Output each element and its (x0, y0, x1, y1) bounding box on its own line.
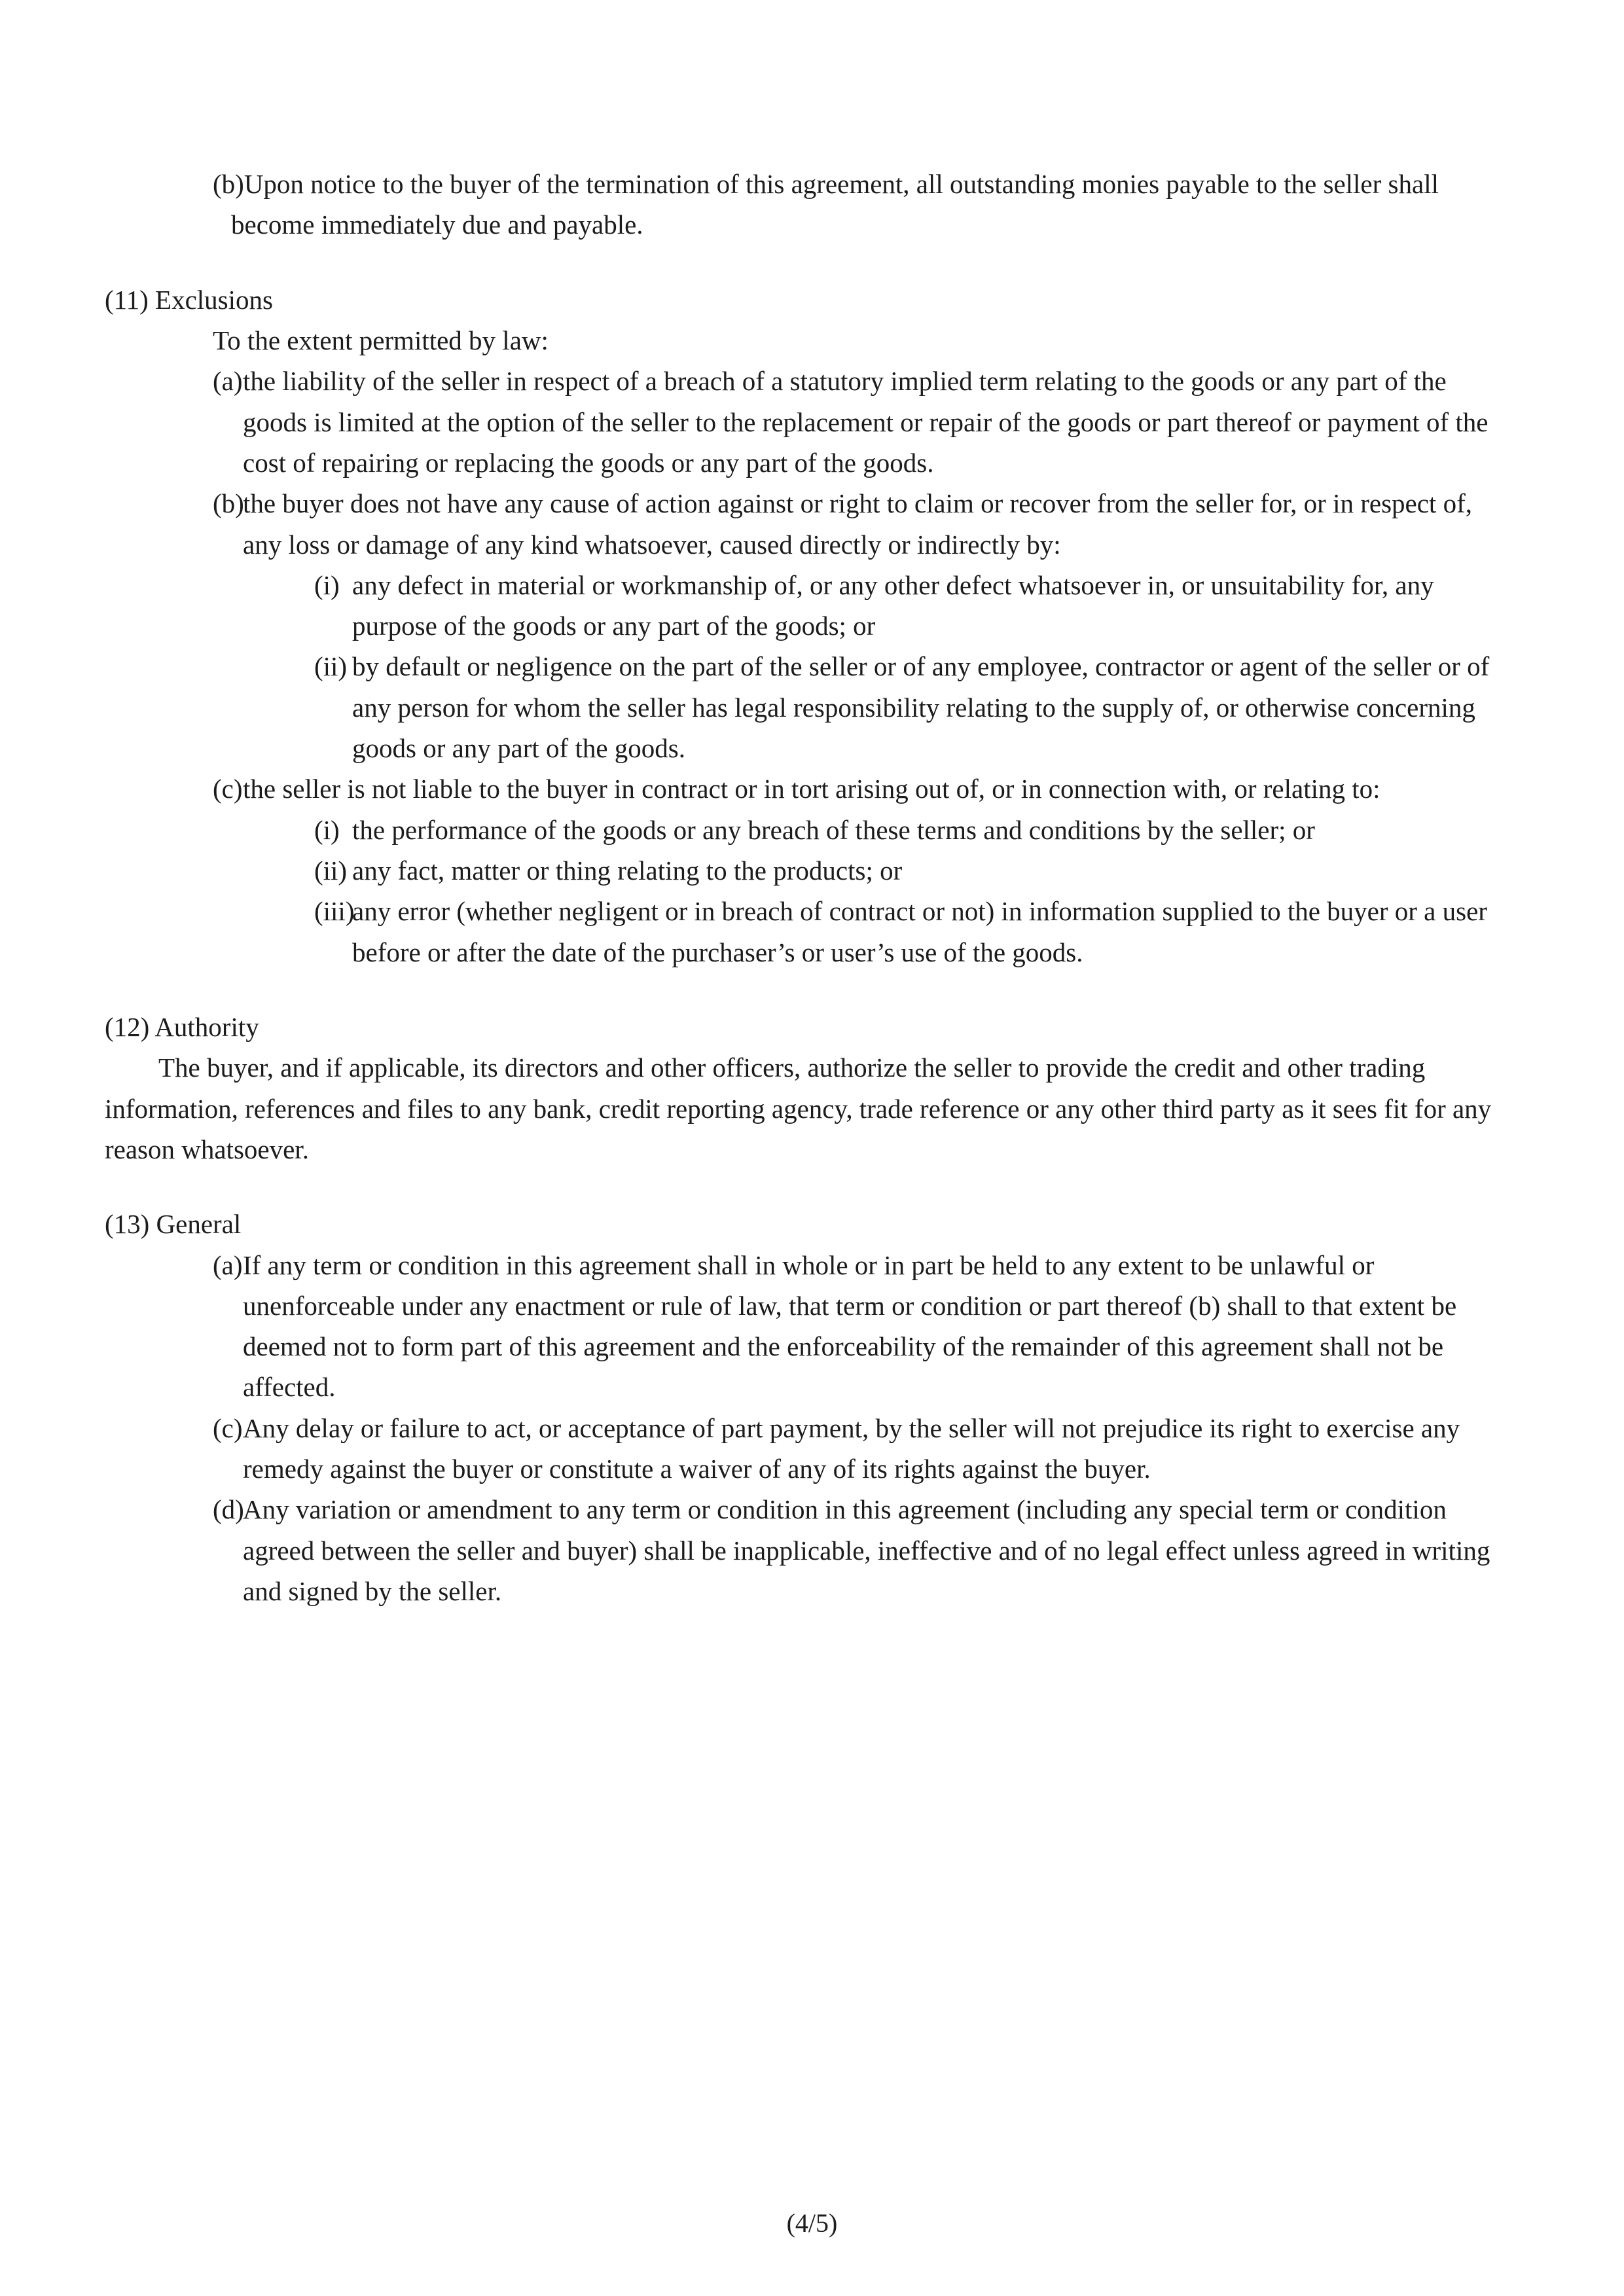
clause-text: by default or negligence on the part of the seller or of any employee, contractor or agent of the seller or of any person for whom the seller has legal responsibility relating to the supply of, or otherwise concerning goods or any part of the goods. (352, 651, 1490, 764)
clause-text: the performance of the goods or any breach of these terms and conditions by the seller; or (352, 814, 1315, 845)
clause-label: (a) (213, 366, 243, 397)
clause-label: (c) (213, 774, 243, 804)
clause-paragraph (213, 361, 1500, 483)
clause-label: (d) (213, 1494, 244, 1525)
clause-label: (b) (213, 488, 244, 519)
clause-text: Any variation or amendment to any term or condition in this agreement (including any special term or condition agreed between the seller and buyer) shall be inapplicable, ineffective and of no legal effect unless agreed in writing and signed by the seller. (243, 1494, 1490, 1606)
section-heading: (13) General (105, 1209, 242, 1240)
page-number: (4/5) (786, 2208, 838, 2238)
clause-label: (i) (314, 569, 340, 600)
section-heading: (12) Authority (105, 1011, 259, 1042)
clause-subparagraph (314, 850, 1500, 891)
clause-subparagraph (314, 891, 1500, 973)
clause-text: Any delay or failure to act, or acceptance of part payment, by the seller will not prejudice its right to exercise any remedy against the buyer or constitute a waiver of any of its rights against the buyer. (243, 1412, 1460, 1484)
clause-paragraph (213, 1489, 1500, 1611)
clause-text: any fact, matter or thing relating to the products; or (352, 855, 903, 886)
clause-paragraph: The buyer, and if applicable, its directors and other officers, authorize the seller to provide the credit and other trading information, references and files to any bank, credit reporting agency, trade reference or any other third party as it sees fit for any reason whatsoever. (105, 1052, 1492, 1164)
clause-paragraph (213, 1408, 1500, 1490)
clause-text: Upon notice to the buyer of the termination of this agreement, all outstanding monies payable to the seller shall become immediately due and payable. (231, 169, 1439, 240)
clause-text: the liability of the seller in respect of a breach of a statutory implied term relating to the goods or any part of the goods is limited at the option of the seller to the replacement or repair of the goods or part thereof or payment of the cost of repairing or replacing the goods or any part of the goods. (243, 366, 1489, 478)
clause-subparagraph (314, 646, 1500, 768)
clause-paragraph (213, 164, 1500, 245)
clause-text: any error (whether negligent or in breach of contract or not) in information supplied to the buyer or a user before or after the date of the purchaser’s or user’s use of the goods. (352, 896, 1487, 967)
clause-label: (c) (213, 1412, 243, 1443)
clause-intro: To the extent permitted by law: (213, 325, 549, 355)
clause-subparagraph (314, 565, 1500, 647)
clause-label: (a) (213, 1249, 243, 1280)
clause-label: (i) (314, 814, 340, 845)
clause-label: (b) (213, 169, 244, 199)
clause-label: (ii) (314, 855, 348, 886)
clause-label: (iii) (314, 896, 355, 927)
clause-text: the buyer does not have any cause of action against or right to claim or recover from the seller for, or in respect of, any loss or damage of any kind whatsoever, caused directly or indirectly by: (243, 488, 1472, 560)
document-body (105, 164, 1500, 1611)
clause-paragraph (213, 483, 1500, 565)
clause-text: If any term or condition in this agreement shall in whole or in part be held to any extent to be unlawful or unenforceable under any enactment or rule of law, that term or condition or part thereof (b) shall to that extent be deemed not to form part of this agreement and the enforceability of the remainder of this agreement shall not be affected. (243, 1249, 1457, 1403)
clause-text: any defect in material or workmanship of, or any other defect whatsoever in, or unsuitability for, any purpose of the goods or any part of the goods; or (352, 569, 1434, 641)
clause-text: the seller is not liable to the buyer in contract or in tort arising out of, or in connection with, or relating to: (243, 774, 1380, 804)
clause-paragraph (213, 768, 1500, 809)
section-heading: (11) Exclusions (105, 284, 273, 315)
clause-label: (ii) (314, 651, 348, 682)
clause-paragraph (213, 1245, 1500, 1408)
clause-subparagraph (314, 810, 1500, 850)
